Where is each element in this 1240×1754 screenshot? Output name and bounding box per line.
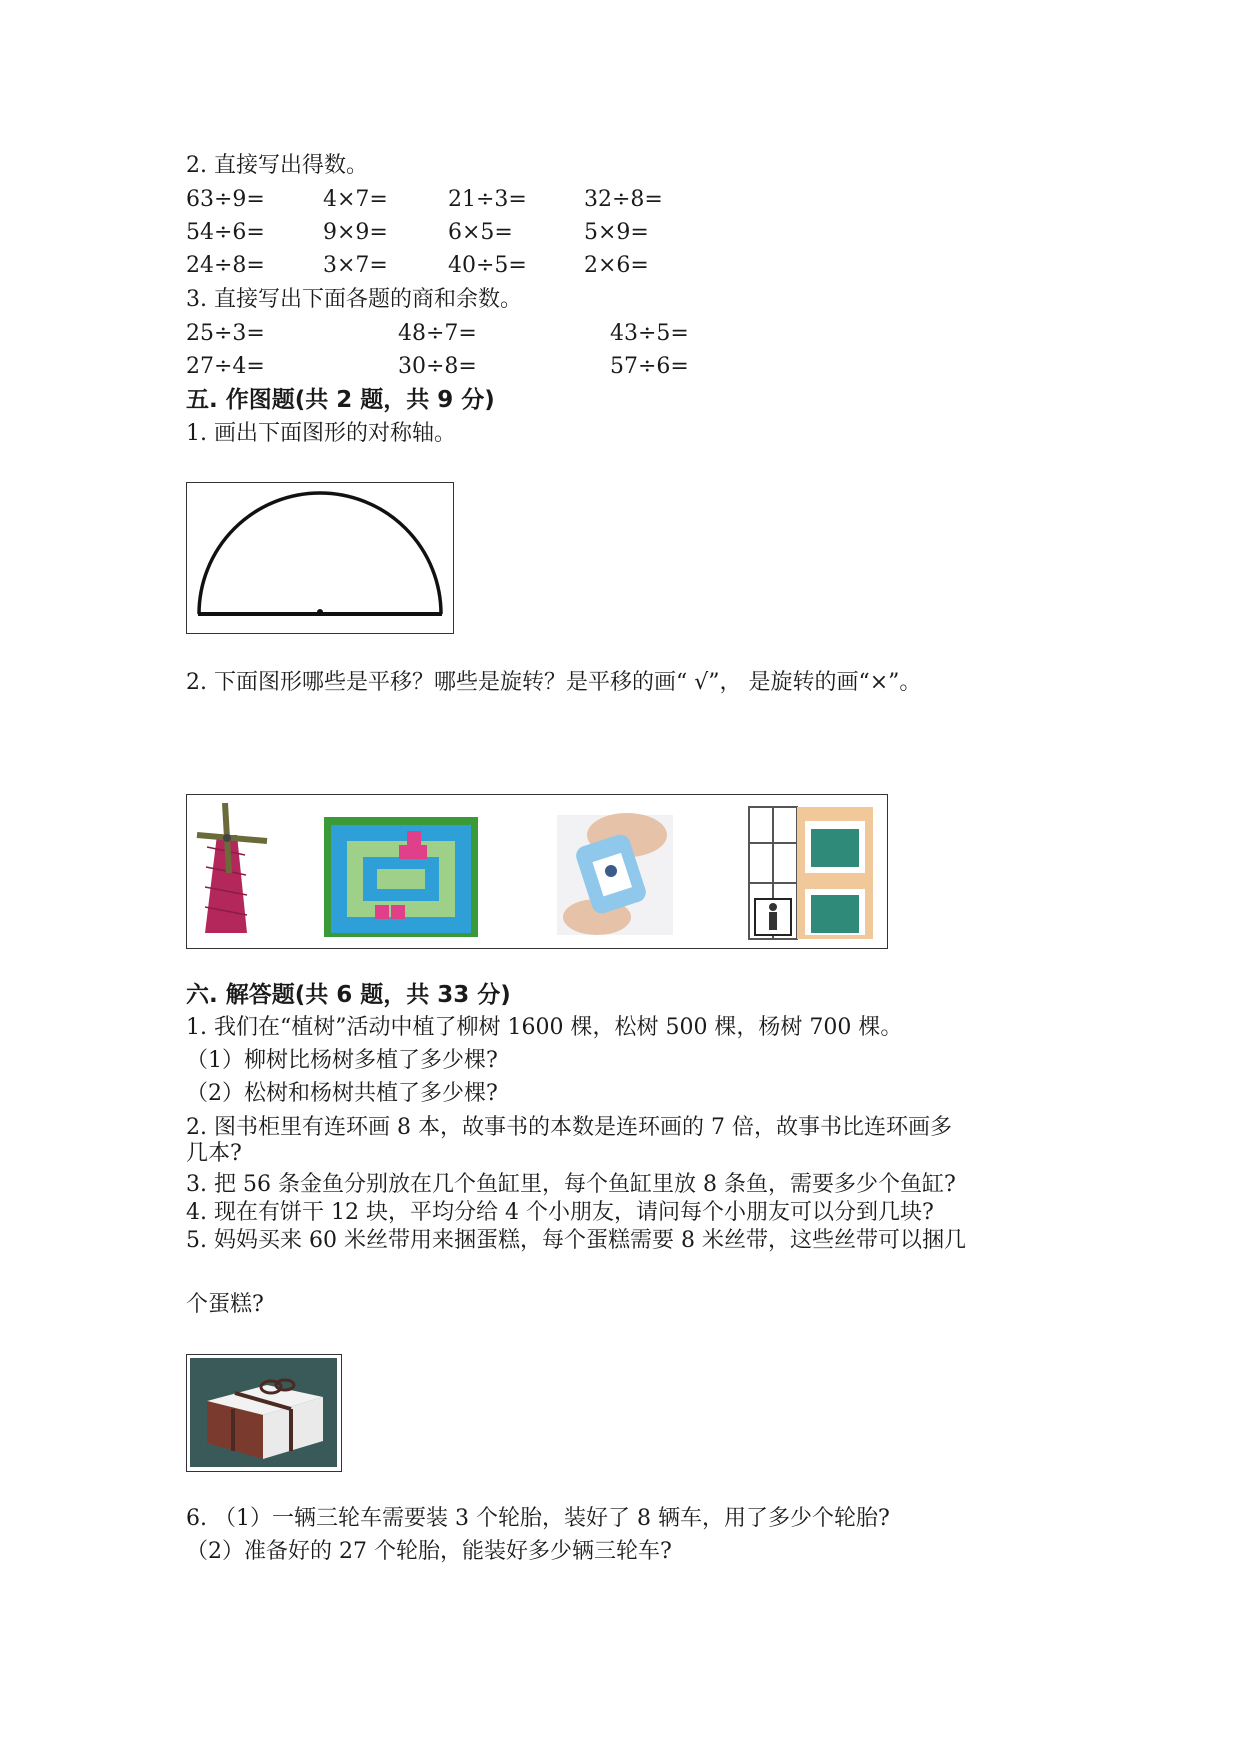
elevator-building-image: [749, 807, 873, 939]
windmill-image: [197, 803, 267, 933]
q2-r3-c3: 40÷5=: [448, 253, 527, 278]
section5-q2: 2. 下面图形哪些是平移？哪些是旋转？是平移的画“ √”， 是旋转的画“×”。: [186, 670, 922, 695]
q2-r3-c2: 3×7=: [323, 253, 388, 278]
q3-r2-c3: 57÷6=: [610, 354, 689, 379]
q3-r1-c3: 43÷5=: [610, 321, 689, 346]
motion-pictures-drawing: [187, 795, 886, 947]
q2-r1-c1: 63÷9=: [186, 187, 265, 212]
cake-box-drawing: [187, 1355, 340, 1470]
maze-game-image: [324, 817, 478, 937]
section5-heading: 五. 作图题(共 2 题，共 9 分): [186, 387, 495, 413]
cake-box-photo: [186, 1354, 342, 1472]
section6-q6-part1: 6. （1）一辆三轮车需要装 3 个轮胎，装好了 8 辆车，用了多少个轮胎?: [186, 1506, 890, 1531]
q2-r2-c2: 9×9=: [323, 220, 388, 245]
semicircle-figure: [186, 482, 454, 634]
q2-r1-c3: 21÷3=: [448, 187, 527, 212]
section5-q1: 1. 画出下面图形的对称轴。: [186, 421, 456, 446]
q3-r1-c2: 48÷7=: [398, 321, 477, 346]
q3-title: 3. 直接写出下面各题的商和余数。: [186, 287, 522, 312]
section6-q1-part1: （1）柳树比杨树多植了多少棵?: [186, 1048, 498, 1073]
section6-q3: 3. 把 56 条金鱼分别放在几个鱼缸里，每个鱼缸里放 8 条鱼，需要多少个鱼缸?: [186, 1172, 956, 1197]
q2-title: 2. 直接写出得数。: [186, 153, 368, 178]
section6-q5-line2: 个蛋糕?: [186, 1292, 264, 1317]
hands-roller-image: [557, 813, 673, 935]
section6-q2-line2: 几本?: [186, 1141, 242, 1166]
section6-q1: 1. 我们在“植树”活动中植了柳树 1600 棵，松树 500 棵，杨树 700 棵。: [186, 1015, 903, 1040]
section6-heading: 六. 解答题(共 6 题，共 33 分): [186, 982, 511, 1008]
section6-q6-part2: （2）准备好的 27 个轮胎，能装好多少辆三轮车?: [186, 1539, 672, 1564]
q2-r2-c1: 54÷6=: [186, 220, 265, 245]
q3-r2-c1: 27÷4=: [186, 354, 265, 379]
q2-r1-c4: 32÷8=: [584, 187, 663, 212]
q3-r2-c2: 30÷8=: [398, 354, 477, 379]
section6-q4: 4. 现在有饼干 12 块，平均分给 4 个小朋友，请问每个小朋友可以分到几块?: [186, 1200, 934, 1225]
q2-r2-c3: 6×5=: [448, 220, 513, 245]
semicircle-drawing: [187, 483, 452, 632]
section6-q5-line1: 5. 妈妈买来 60 米丝带用来捆蛋糕，每个蛋糕需要 8 米丝带，这些丝带可以捆几: [186, 1228, 966, 1253]
q2-r1-c2: 4×7=: [323, 187, 388, 212]
section6-q2-line1: 2. 图书柜里有连环画 8 本，故事书的本数是连环画的 7 倍，故事书比连环画多: [186, 1115, 952, 1140]
section6-q1-part2: （2）松树和杨树共植了多少棵?: [186, 1081, 498, 1106]
semicircle-center-dot: [317, 609, 323, 615]
motion-pictures-panel: [186, 794, 888, 949]
q2-r3-c1: 24÷8=: [186, 253, 265, 278]
q2-r3-c4: 2×6=: [584, 253, 649, 278]
q2-r2-c4: 5×9=: [584, 220, 649, 245]
q3-r1-c1: 25÷3=: [186, 321, 265, 346]
semicircle-arc: [199, 493, 441, 614]
